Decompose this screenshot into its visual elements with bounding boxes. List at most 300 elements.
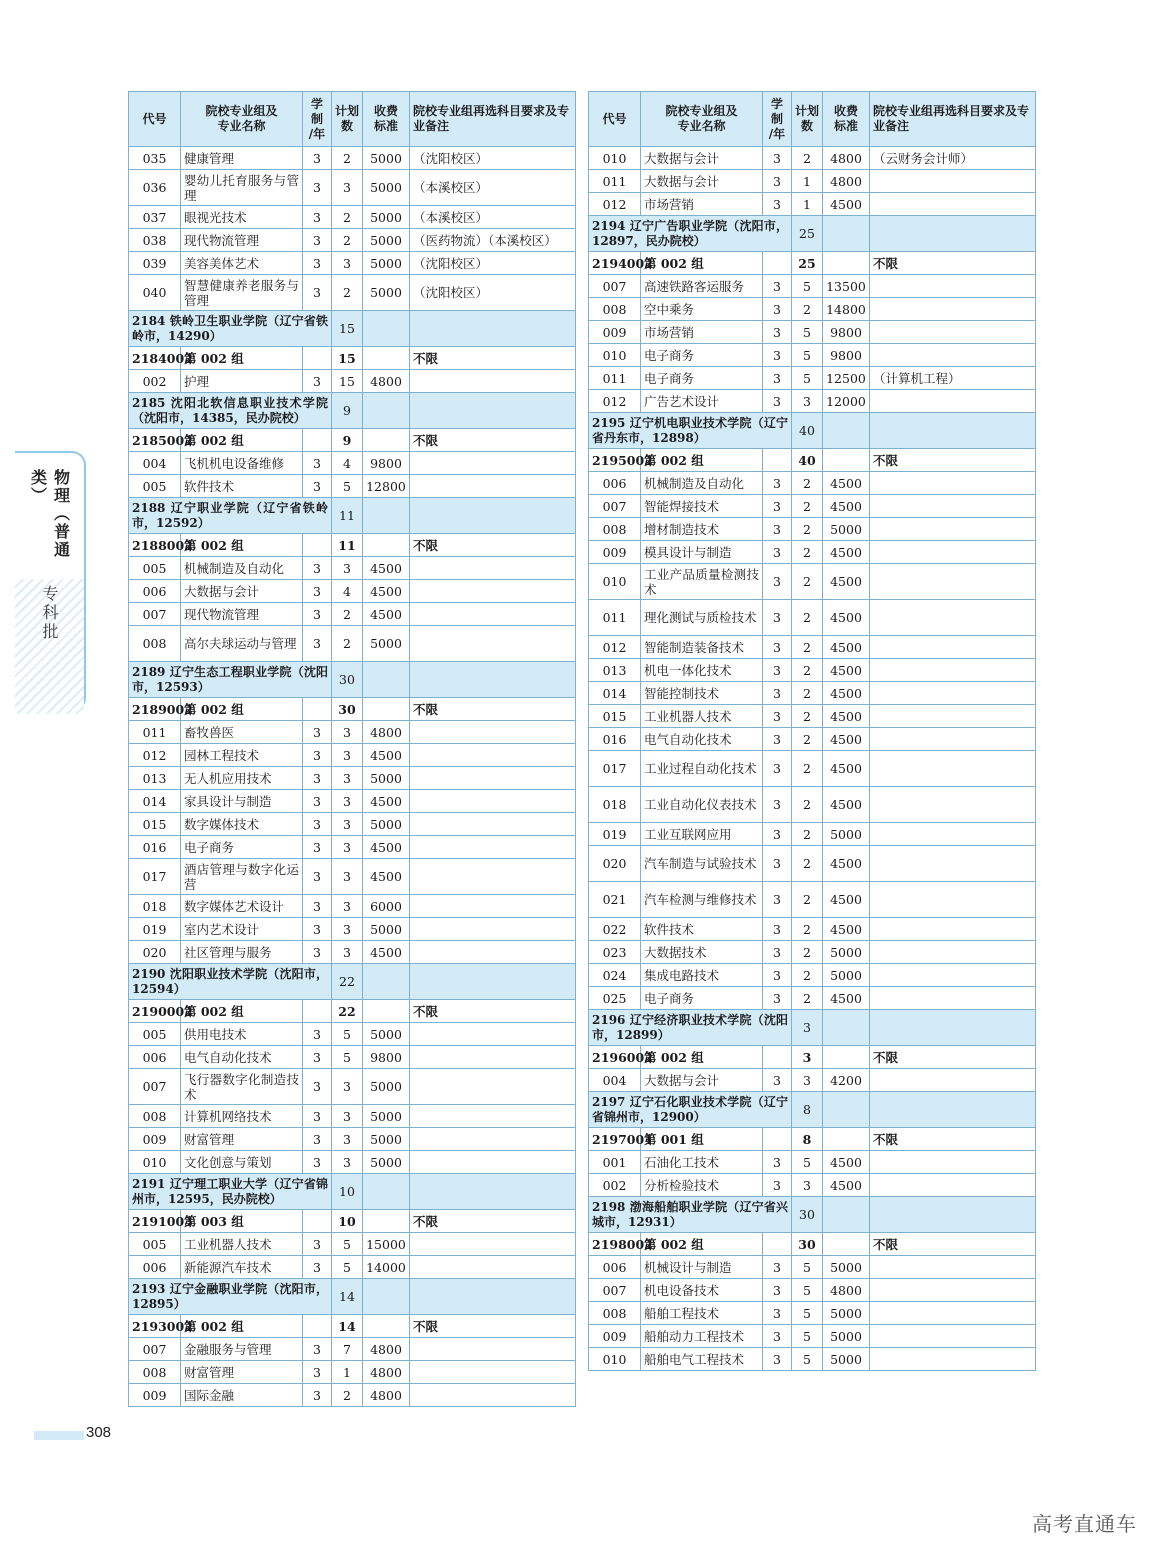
major-plan: 5 [792,1302,823,1325]
major-plan: 3 [332,941,363,964]
group-note: 不限 [410,1315,576,1338]
major-fee: 5000 [823,1256,870,1279]
group-plan: 15 [332,347,363,370]
major-fee: 4500 [823,846,870,882]
major-fee: 4500 [823,882,870,918]
major-years: 3 [763,1325,792,1348]
major-years: 3 [303,1256,332,1279]
school-row [129,1174,576,1210]
group-years [763,1233,792,1256]
major-fee: 4800 [823,147,870,170]
major-note [870,1069,1036,1092]
major-years: 3 [303,767,332,790]
major-fee: 4500 [363,744,410,767]
major-note [870,728,1036,751]
major-fee: 4500 [823,600,870,636]
major-plan: 5 [792,1256,823,1279]
major-note [870,344,1036,367]
table-row [589,344,1036,367]
group-code: 2184002 [129,347,181,370]
table-row [129,229,576,252]
major-years: 3 [763,1256,792,1279]
major-name: 汽车制造与试验技术 [641,846,763,882]
school-name: 2184 铁岭卫生职业学院（辽宁省铁岭市，14290） [129,311,332,347]
major-name: 机电一体化技术 [641,659,763,682]
major-name: 理化测试与质检技术 [641,600,763,636]
major-note [870,193,1036,216]
major-fee: 9800 [363,452,410,475]
major-fee: 4800 [363,1384,410,1407]
major-years: 3 [763,1348,792,1371]
major-years: 3 [763,495,792,518]
major-years: 3 [763,321,792,344]
major-name: 酒店管理与数字化运营 [181,859,303,895]
major-name: 金融服务与管理 [181,1338,303,1361]
table-row [589,541,1036,564]
major-code: 018 [589,787,641,823]
table-row [129,1256,576,1279]
header-name: 院校专业组及 专业名称 [641,92,763,147]
table-row [129,1128,576,1151]
major-note [870,600,1036,636]
major-note [410,1023,576,1046]
major-name: 现代物流管理 [181,603,303,626]
major-plan: 2 [792,941,823,964]
group-note: 不限 [410,534,576,557]
major-years: 3 [763,918,792,941]
major-note [410,721,576,744]
major-code: 010 [589,1348,641,1371]
major-years: 3 [303,1046,332,1069]
major-plan: 3 [332,1128,363,1151]
major-note [410,1256,576,1279]
group-fee [363,1210,410,1233]
major-plan: 2 [792,518,823,541]
table-row [129,1384,576,1407]
major-note [410,580,576,603]
major-years: 3 [763,1174,792,1197]
major-name: 电气自动化技术 [181,1046,303,1069]
major-note [410,767,576,790]
school-fee [363,498,410,534]
major-name: 园林工程技术 [181,744,303,767]
major-name: 石油化工技术 [641,1151,763,1174]
major-code: 015 [129,813,181,836]
major-code: 017 [589,751,641,787]
major-code: 014 [129,790,181,813]
table-row [589,193,1036,216]
major-name: 集成电路技术 [641,964,763,987]
school-row [129,498,576,534]
major-years: 3 [763,541,792,564]
table-row [589,298,1036,321]
school-plan: 11 [332,498,363,534]
major-name: 电子商务 [641,987,763,1010]
group-row [589,1233,1036,1256]
major-years: 3 [303,147,332,170]
major-fee: 4500 [363,557,410,580]
major-name: 智能焊接技术 [641,495,763,518]
major-name: 软件技术 [181,475,303,498]
major-name: 工业产品质量检测技术 [641,564,763,600]
group-plan: 11 [332,534,363,557]
major-plan: 3 [332,1069,363,1105]
table-row [129,1361,576,1384]
major-fee: 12500 [823,367,870,390]
major-fee: 14800 [823,298,870,321]
major-years: 3 [763,367,792,390]
major-code: 022 [589,918,641,941]
major-fee: 5000 [823,941,870,964]
major-fee: 4500 [823,193,870,216]
table-body-left [129,147,576,1407]
major-plan: 2 [792,472,823,495]
group-years [763,449,792,472]
major-note [410,744,576,767]
major-fee: 4500 [823,472,870,495]
group-code: 2189002 [129,698,181,721]
major-fee: 5000 [363,813,410,836]
major-note [870,1279,1036,1302]
table-row [589,728,1036,751]
major-plan: 4 [332,580,363,603]
school-fee [823,1197,870,1233]
major-name: 大数据与会计 [641,147,763,170]
group-years [303,698,332,721]
major-years: 3 [763,170,792,193]
major-code: 011 [589,600,641,636]
major-fee: 13500 [823,275,870,298]
major-plan: 5 [792,275,823,298]
group-name: 第 002 组 [641,1046,763,1069]
major-name: 电子商务 [641,344,763,367]
major-code: 010 [129,1151,181,1174]
group-row [129,534,576,557]
school-note [870,413,1036,449]
table-body-right [589,147,1036,1371]
major-fee: 4500 [823,682,870,705]
major-plan: 2 [792,636,823,659]
major-name: 汽车检测与维修技术 [641,882,763,918]
table-row [589,787,1036,823]
major-years: 3 [763,987,792,1010]
major-code: 021 [589,882,641,918]
major-fee: 5000 [823,1302,870,1325]
major-note [410,557,576,580]
major-note: （沈阳校区） [410,147,576,170]
group-fee [823,252,870,275]
major-name: 眼视光技术 [181,206,303,229]
major-code: 035 [129,147,181,170]
major-name: 市场营销 [641,193,763,216]
school-name: 2191 辽宁理工职业大学（辽宁省锦州市，12595，民办院校） [129,1174,332,1210]
major-plan: 2 [792,987,823,1010]
table-row [589,1302,1036,1325]
major-fee: 4500 [823,541,870,564]
table-row [129,475,576,498]
school-row [589,216,1036,252]
major-years: 3 [303,1151,332,1174]
group-note: 不限 [410,1210,576,1233]
major-code: 012 [589,390,641,413]
major-plan: 5 [792,321,823,344]
major-note [870,298,1036,321]
major-code: 012 [129,744,181,767]
group-row [589,252,1036,275]
major-code: 014 [589,682,641,705]
major-plan: 3 [332,859,363,895]
group-name: 第 002 组 [181,698,303,721]
major-years: 3 [763,751,792,787]
group-row [589,449,1036,472]
table-row [589,705,1036,728]
table-row [129,859,576,895]
school-plan: 10 [332,1174,363,1210]
group-fee [823,1233,870,1256]
major-years: 3 [763,941,792,964]
major-years: 3 [763,787,792,823]
school-name: 2196 辽宁经济职业技术学院（沈阳市，12899） [589,1010,792,1046]
major-code: 013 [129,767,181,790]
group-years [303,1000,332,1023]
major-note: （本溪校区） [410,206,576,229]
school-plan: 22 [332,964,363,1000]
table-row [129,1069,576,1105]
table-row [589,987,1036,1010]
watermark-text: 高考直通车 [1032,1512,1137,1536]
group-row [589,1128,1036,1151]
school-name: 2194 辽宁广告职业学院（沈阳市，12897，民办院校） [589,216,792,252]
major-fee: 4800 [363,721,410,744]
major-fee: 5000 [363,1128,410,1151]
major-note [870,1174,1036,1197]
major-note [410,1105,576,1128]
major-name: 分析检验技术 [641,1174,763,1197]
major-note [870,541,1036,564]
major-name: 增材制造技术 [641,518,763,541]
school-row [129,311,576,347]
major-note [410,1384,576,1407]
major-code: 007 [589,495,641,518]
major-name: 国际金融 [181,1384,303,1407]
major-fee: 5000 [363,1105,410,1128]
major-plan: 2 [332,603,363,626]
school-name: 2185 沈阳北软信息职业技术学院（沈阳市，14385，民办院校） [129,393,332,429]
header-years: 学制 /年 [763,92,792,147]
header-name: 院校专业组及 专业名称 [181,92,303,147]
major-name: 室内艺术设计 [181,918,303,941]
table-row [589,636,1036,659]
major-code: 007 [589,275,641,298]
school-plan: 8 [792,1092,823,1128]
major-fee: 5000 [823,1325,870,1348]
major-code: 007 [129,1069,181,1105]
group-row [129,347,576,370]
major-note [870,1256,1036,1279]
major-code: 011 [129,721,181,744]
group-note: 不限 [410,429,576,452]
group-name: 第 002 组 [181,1315,303,1338]
major-name: 家具设计与制造 [181,790,303,813]
school-name: 2189 辽宁生态工程职业学院（沈阳市，12593） [129,662,332,698]
major-note [410,1069,576,1105]
group-fee [363,347,410,370]
major-name: 大数据与会计 [641,1069,763,1092]
major-fee: 9800 [823,321,870,344]
header-fee: 收费 标准 [363,92,410,147]
major-code: 025 [589,987,641,1010]
school-fee [363,393,410,429]
major-plan: 2 [792,882,823,918]
table-row [589,275,1036,298]
major-years: 3 [303,790,332,813]
major-code: 010 [589,147,641,170]
major-fee: 5000 [823,1348,870,1371]
major-name: 健康管理 [181,147,303,170]
group-fee [823,1128,870,1151]
table-row [129,895,576,918]
major-years: 3 [303,918,332,941]
major-years: 3 [763,964,792,987]
group-note: 不限 [410,698,576,721]
major-name: 新能源汽车技术 [181,1256,303,1279]
table-row [589,564,1036,600]
major-note [870,882,1036,918]
major-name: 护理 [181,370,303,393]
major-code: 015 [589,705,641,728]
school-name: 2193 辽宁金融职业学院（沈阳市，12895） [129,1279,332,1315]
group-code: 2196002 [589,1046,641,1069]
major-name: 工业机器人技术 [181,1233,303,1256]
header-plan: 计划数 [332,92,363,147]
major-code: 020 [129,941,181,964]
group-name: 第 002 组 [181,1000,303,1023]
table-row [129,557,576,580]
school-note [870,1092,1036,1128]
group-plan: 25 [792,252,823,275]
header-note: 院校专业组再选科目要求及专业备注 [410,92,576,147]
major-plan: 2 [792,823,823,846]
major-fee: 4500 [363,603,410,626]
major-code: 002 [129,370,181,393]
major-note [870,390,1036,413]
major-plan: 3 [332,1105,363,1128]
major-plan: 4 [332,452,363,475]
major-name: 工业互联网应用 [641,823,763,846]
group-name: 第 002 组 [181,534,303,557]
school-plan: 30 [792,1197,823,1233]
major-fee: 4800 [363,370,410,393]
school-name: 2197 辽宁石化职业技术学院（辽宁省锦州市，12900） [589,1092,792,1128]
major-note [870,1325,1036,1348]
table-row [589,495,1036,518]
group-code: 2190002 [129,1000,181,1023]
table-row [589,321,1036,344]
major-note [410,941,576,964]
major-plan: 3 [792,1174,823,1197]
table-row [589,1174,1036,1197]
sidebar-category: 物理（普通类） [28,469,71,559]
major-years: 3 [763,1069,792,1092]
school-name: 2195 辽宁机电职业技术学院（辽宁省丹东市，12898） [589,413,792,449]
major-fee: 4500 [823,787,870,823]
major-fee: 4500 [823,495,870,518]
table-row [129,1338,576,1361]
school-plan: 14 [332,1279,363,1315]
major-name: 机械设计与制造 [641,1256,763,1279]
major-code: 006 [129,1256,181,1279]
major-plan: 5 [792,1325,823,1348]
table-row [129,1151,576,1174]
table-row [589,390,1036,413]
table-row [589,682,1036,705]
major-code: 004 [589,1069,641,1092]
major-name: 空中乘务 [641,298,763,321]
major-note [870,941,1036,964]
major-years: 3 [763,728,792,751]
major-note [410,895,576,918]
major-fee: 4500 [823,564,870,600]
major-fee: 15000 [363,1233,410,1256]
major-fee: 4500 [823,987,870,1010]
group-code: 2195002 [589,449,641,472]
group-code: 2198002 [589,1233,641,1256]
major-plan: 3 [332,170,363,206]
major-fee: 4500 [363,790,410,813]
major-code: 009 [589,541,641,564]
major-note [870,787,1036,823]
major-fee: 5000 [363,918,410,941]
header-plan: 计划数 [792,92,823,147]
table-row [589,1151,1036,1174]
major-plan: 2 [792,846,823,882]
group-years [763,1128,792,1151]
school-note [870,1010,1036,1046]
group-row [129,698,576,721]
group-years [763,1046,792,1069]
table-row [589,518,1036,541]
major-years: 3 [303,370,332,393]
major-years: 3 [763,518,792,541]
school-note [410,393,576,429]
table-row [129,580,576,603]
school-row [129,393,576,429]
major-note [410,1128,576,1151]
major-name: 大数据与会计 [181,580,303,603]
major-code: 016 [589,728,641,751]
major-plan: 5 [792,367,823,390]
major-fee: 4500 [823,751,870,787]
major-note [870,472,1036,495]
major-fee: 4500 [823,728,870,751]
major-name: 供用电技术 [181,1023,303,1046]
major-years: 3 [303,1069,332,1105]
group-fee [363,429,410,452]
group-row [129,429,576,452]
table-row [589,941,1036,964]
major-plan: 3 [332,918,363,941]
major-code: 007 [589,1279,641,1302]
major-note: （医药物流）（本溪校区） [410,229,576,252]
major-years: 3 [763,298,792,321]
major-note [870,918,1036,941]
major-note [410,1151,576,1174]
major-plan: 5 [792,1348,823,1371]
table-row [589,1256,1036,1279]
table-row [589,1069,1036,1092]
table-row [129,721,576,744]
school-row [589,413,1036,449]
